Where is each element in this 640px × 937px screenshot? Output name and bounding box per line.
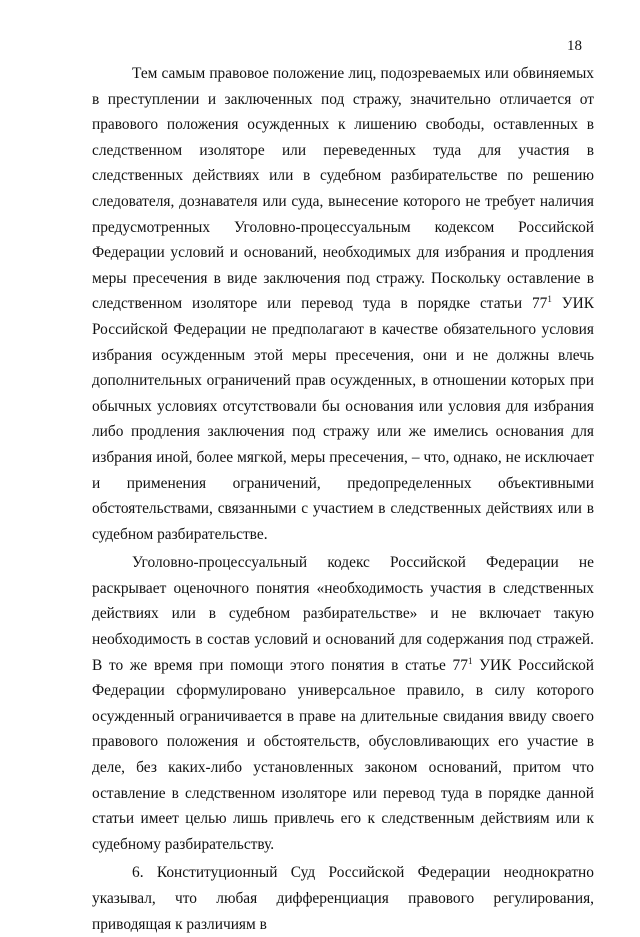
paragraph-1 (92, 61, 594, 547)
paragraph-3-text: 6. Конституционный Суд Российской Федерации неоднократно указывал, что любая дифференциация правового регулирования, приводящая к различиям в (92, 864, 594, 933)
footnote-superscript: 1 (467, 655, 473, 666)
paragraph-2-text-a: Уголовно-процессуальный кодекс Российской Федерации не раскрывает оценочного понятия «необходимость участия в следственных действиях или в судебном разбирательстве» и не включает такую необходимость в состав условий и оснований для содержания под стражей. В то же время при помощи этого понятия в статье 77 (92, 554, 594, 674)
page-number: 18 (567, 38, 582, 54)
document-body (92, 61, 594, 937)
paragraph-1-text-a: Тем самым правовое положение лиц, подозреваемых или обвиняемых в преступлении и заключенных под стражу, значительно отличается от правового положения осужденных к лишению свободы, оставленных в следственном изоляторе или переведенных туда для участия в следственных действиях или в судебном разбирательстве по решению следователя, дознавателя или суда, вынесение которого не требует наличия предусмотренных Уголовно-процессуальным кодексом Российской Федерации условий и оснований, необходимых для избрания и продления меры пресечения в виде заключения под стражу. Поскольку оставление в следственном изоляторе или перевод туда в порядке статьи 77 (92, 65, 594, 313)
paragraph-2-text-b: УИК Российской Федерации сформулировано универсальное правило, в силу которого осужденный ограничивается в праве на длительные свидания ввиду своего правового положения и обстоятельств, обусловливающих его участие в деле, без каких-либо установленных законом оснований, притом что оставление в следственном изоляторе или перевод туда в порядке данной статьи имеет целью лишь привлечь его к следственным действиям или к судебному разбирательству. (92, 656, 594, 853)
paragraph-1-text-b: УИК Российской Федерации не предполагают в качестве обязательного условия избрания осужденным этой меры пресечения, они и не должны влечь дополнительных ограничений прав осужденных, в отношении которых при обычных условиях отсутствовали бы основания или условия для избрания либо продления заключения под стражу или же имелись основания для избрания иной, более мягкой, меры пресечения, – что, однако, не исключает и применения ограничений, предопределенных объективными обстоятельствами, связанными с участием в следственных действиях или в судебном разбирательстве. (92, 295, 594, 543)
paragraph-3 (92, 860, 594, 937)
paragraph-2 (92, 550, 594, 857)
footnote-superscript: 1 (547, 294, 552, 305)
